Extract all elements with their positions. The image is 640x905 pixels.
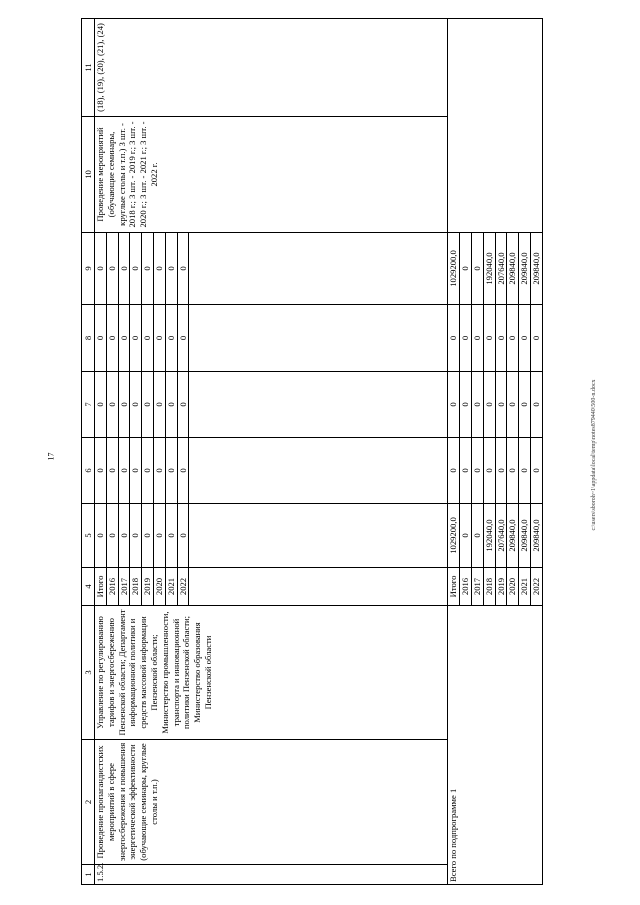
- value-cell: 0: [177, 438, 189, 504]
- year-cell: 2017: [118, 568, 130, 606]
- program-table: [81, 18, 543, 885]
- value-cell: 209840,0: [519, 504, 531, 568]
- year-cell: 2022: [530, 568, 542, 606]
- value-cell: 0: [507, 438, 519, 504]
- value-cell: 207640,0: [495, 233, 507, 305]
- col-num-header: 6: [82, 438, 95, 504]
- value-cell: 0: [95, 438, 107, 504]
- value-cell: 0: [177, 305, 189, 372]
- value-cell: 0: [142, 233, 154, 305]
- activity-indicator: Проведение мероприятий (обучающие семинары, круглые столы и т.п.) 3 шт. - 2018 г.; 3 шт. - 2019 г.; 3 шт. - 2020 г.; 3 шт. - 2021 г.; 3 шт. - 2022 г.: [95, 117, 448, 233]
- value-cell: 0: [448, 372, 460, 438]
- value-cell: 0: [153, 305, 165, 372]
- filler-cell: [189, 233, 448, 305]
- value-cell: 0: [142, 372, 154, 438]
- activity-name: Проведение пропагандистских мероприятий в сфере энергосбережения и повышения энергетической эффективности (обучающие семинары, круглые столы и т.п.): [95, 740, 448, 865]
- year-cell: 2017: [471, 568, 483, 606]
- value-cell: 0: [495, 305, 507, 372]
- table-row: [448, 19, 460, 885]
- value-cell: 0: [153, 504, 165, 568]
- value-cell: 0: [165, 372, 177, 438]
- rotated-page: [81, 19, 581, 885]
- value-cell: 0: [130, 233, 142, 305]
- value-cell: 0: [153, 233, 165, 305]
- table-row: [95, 19, 107, 885]
- value-cell: 0: [106, 305, 118, 372]
- value-cell: 0: [118, 372, 130, 438]
- col-num-header: 7: [82, 372, 95, 438]
- value-cell: 0: [460, 504, 472, 568]
- empty-cell: [448, 19, 542, 233]
- year-cell: 2020: [507, 568, 519, 606]
- year-cell: 2018: [483, 568, 495, 606]
- value-cell: 0: [530, 438, 542, 504]
- value-cell: 0: [106, 504, 118, 568]
- year-cell: 2016: [106, 568, 118, 606]
- year-cell: Итого: [95, 568, 107, 606]
- value-cell: 0: [448, 438, 460, 504]
- filler-cell: [189, 305, 448, 372]
- header-row: [82, 19, 95, 885]
- value-cell: 0: [142, 305, 154, 372]
- value-cell: 207640,0: [495, 504, 507, 568]
- col-num-header: 9: [82, 233, 95, 305]
- footer-file-path: c:\users\sboroh~1\appdata\local\temp\notes879440\500-n.docx: [591, 379, 597, 531]
- year-cell: 2019: [142, 568, 154, 606]
- activity-executor: Управление по регулированию тарифов и энергосбережению Пензенской области; Департамент информационной политики и средств массовой информации Пензенской области; Министерство промышленности, транспорта и инновационной политики Пензенской области; Министерство образования Пензенской области: [95, 606, 448, 740]
- value-cell: 0: [106, 372, 118, 438]
- value-cell: 209840,0: [530, 504, 542, 568]
- value-cell: 209840,0: [507, 504, 519, 568]
- value-cell: 0: [495, 372, 507, 438]
- value-cell: 0: [95, 233, 107, 305]
- value-cell: 0: [530, 305, 542, 372]
- value-cell: 0: [460, 233, 472, 305]
- value-cell: 0: [519, 305, 531, 372]
- value-cell: 0: [177, 233, 189, 305]
- value-cell: 0: [177, 372, 189, 438]
- col-num-header: 1: [82, 865, 95, 885]
- value-cell: 0: [106, 233, 118, 305]
- year-cell: 2020: [153, 568, 165, 606]
- filler-cell: [189, 438, 448, 504]
- col-num-header: 11: [82, 19, 95, 117]
- value-cell: 0: [95, 372, 107, 438]
- filler-cell: [189, 372, 448, 438]
- value-cell: 0: [460, 372, 472, 438]
- year-cell: 2022: [177, 568, 189, 606]
- year-cell: 2021: [519, 568, 531, 606]
- value-cell: 0: [483, 438, 495, 504]
- value-cell: 0: [460, 305, 472, 372]
- year-cell: 2021: [165, 568, 177, 606]
- year-cell: Итого: [448, 568, 460, 606]
- value-cell: 192040,0: [483, 233, 495, 305]
- value-cell: 0: [519, 438, 531, 504]
- value-cell: 0: [153, 372, 165, 438]
- value-cell: 0: [483, 372, 495, 438]
- year-cell: 2019: [495, 568, 507, 606]
- value-cell: 0: [507, 372, 519, 438]
- value-cell: 0: [142, 438, 154, 504]
- value-cell: 0: [118, 233, 130, 305]
- value-cell: 0: [165, 438, 177, 504]
- value-cell: 0: [130, 372, 142, 438]
- activity-links: (18), (19), (20), (21), (24): [95, 19, 448, 117]
- value-cell: 0: [165, 504, 177, 568]
- value-cell: 0: [495, 438, 507, 504]
- value-cell: 1029200,0: [448, 504, 460, 568]
- col-num-header: 8: [82, 305, 95, 372]
- value-cell: 209840,0: [519, 233, 531, 305]
- year-cell: 2016: [460, 568, 472, 606]
- filler-cell: [189, 568, 448, 606]
- value-cell: 0: [118, 504, 130, 568]
- value-cell: 0: [507, 305, 519, 372]
- value-cell: 209840,0: [530, 233, 542, 305]
- value-cell: 0: [118, 438, 130, 504]
- col-num-header: 4: [82, 568, 95, 606]
- value-cell: 0: [483, 305, 495, 372]
- value-cell: 0: [460, 438, 472, 504]
- value-cell: 0: [130, 438, 142, 504]
- page-number: 17: [46, 452, 56, 461]
- value-cell: 0: [471, 305, 483, 372]
- value-cell: 0: [471, 438, 483, 504]
- value-cell: 0: [530, 372, 542, 438]
- value-cell: 0: [95, 504, 107, 568]
- value-cell: 1029200,0: [448, 233, 460, 305]
- subprogram-total-label: Всего по подпрограмме 1: [448, 606, 542, 885]
- year-cell: 2018: [130, 568, 142, 606]
- value-cell: 0: [95, 305, 107, 372]
- value-cell: 0: [165, 305, 177, 372]
- value-cell: 0: [471, 233, 483, 305]
- value-cell: 209840,0: [507, 233, 519, 305]
- value-cell: 0: [177, 504, 189, 568]
- value-cell: 0: [118, 305, 130, 372]
- value-cell: 0: [130, 305, 142, 372]
- value-cell: 0: [519, 372, 531, 438]
- col-num-header: 3: [82, 606, 95, 740]
- col-num-header: 10: [82, 117, 95, 233]
- col-num-header: 2: [82, 740, 95, 865]
- value-cell: 0: [142, 504, 154, 568]
- value-cell: 0: [165, 233, 177, 305]
- value-cell: 0: [106, 438, 118, 504]
- activity-number: 1.5.2.: [95, 865, 448, 885]
- value-cell: 0: [130, 504, 142, 568]
- filler-cell: [189, 504, 448, 568]
- value-cell: 192040,0: [483, 504, 495, 568]
- value-cell: 0: [471, 504, 483, 568]
- value-cell: 0: [153, 438, 165, 504]
- col-num-header: 5: [82, 504, 95, 568]
- value-cell: 0: [448, 305, 460, 372]
- value-cell: 0: [471, 372, 483, 438]
